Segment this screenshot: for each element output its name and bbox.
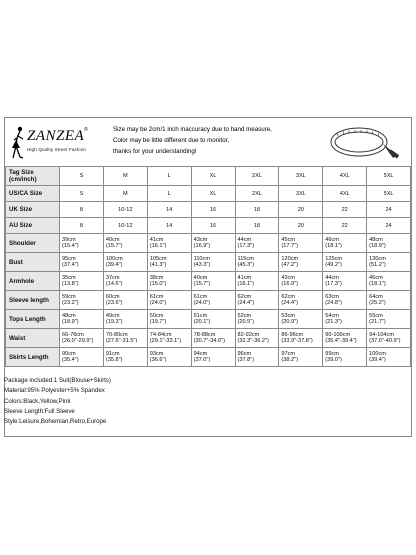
- inch-value: (18.1"): [369, 281, 386, 287]
- inch-value: (18.9"): [369, 243, 386, 249]
- registered-mark: ®: [84, 127, 88, 133]
- notice-line: Size may be 2cm/1 inch inaccuracy due to hand measure,: [113, 126, 272, 133]
- size-cell: 22: [323, 218, 367, 234]
- inch-value: (15.4"): [62, 243, 79, 249]
- cm-value: 94-104cm: [369, 332, 394, 338]
- size-cell: 2XL: [235, 186, 279, 202]
- measure-row: [6, 253, 411, 272]
- measure-cell: [367, 329, 411, 348]
- measure-cell: [60, 310, 104, 329]
- inch-value: (13.8"): [62, 281, 79, 287]
- cm-value: 62cm: [237, 294, 252, 300]
- measure-cell: [279, 329, 323, 348]
- cm-value: 46cm: [325, 237, 339, 243]
- measure-cell: [147, 310, 191, 329]
- size-cell: 4XL: [323, 167, 367, 186]
- size-cell: 16: [191, 202, 235, 218]
- measure-cell: [191, 253, 235, 272]
- row-label: Tag Size (cm/inch): [6, 167, 60, 186]
- inch-value: (17.3"): [237, 243, 255, 249]
- size-cell: 3XL: [279, 186, 323, 202]
- inch-value: (37.8"): [237, 357, 255, 363]
- cm-value: 62cm: [281, 294, 296, 300]
- inch-value: (39.4"): [369, 357, 386, 363]
- info-package: Package included:1 Suit(Blouse+Skirts): [4, 377, 111, 384]
- size-cell: 8: [60, 218, 104, 234]
- inch-value: (15.7"): [105, 243, 123, 249]
- size-cell: 5XL: [367, 186, 411, 202]
- measure-cell: [279, 234, 323, 253]
- notice-line: thanks for your understanding!: [113, 148, 197, 155]
- measure-cell: [323, 291, 367, 310]
- measure-row: [6, 291, 411, 310]
- cm-value: 105cm: [149, 256, 167, 262]
- measure-cell: [60, 234, 104, 253]
- row-label: Shoulder: [6, 234, 60, 253]
- cm-value: 38cm: [149, 275, 164, 281]
- cm-value: 115cm: [237, 256, 254, 262]
- fashion-figure-icon: [11, 126, 27, 160]
- cm-value: 44cm: [237, 237, 252, 243]
- cm-value: 35cm: [62, 275, 76, 281]
- size-cell: S: [60, 167, 104, 186]
- inch-value: (16.1"): [237, 281, 255, 287]
- measure-cell: [60, 291, 104, 310]
- cm-value: 54cm: [325, 313, 339, 319]
- cm-value: 61cm: [193, 294, 208, 300]
- cm-value: 50cm: [149, 313, 164, 319]
- measure-row: [6, 310, 411, 329]
- size-chart-header: [5, 118, 411, 167]
- inch-value: (41.3"): [149, 262, 167, 268]
- inch-value: (21.7"): [369, 319, 386, 325]
- measure-cell: [191, 348, 235, 367]
- cm-value: 82-92cm: [237, 332, 260, 338]
- cm-value: 99cm: [325, 351, 339, 357]
- size-cell: 14: [147, 202, 191, 218]
- measure-cell: [279, 348, 323, 367]
- inch-value: (24.0"): [149, 300, 167, 306]
- cm-value: 40cm: [105, 237, 120, 243]
- inch-value: (37.0"): [193, 357, 211, 363]
- size-cell: 3XL: [279, 167, 323, 186]
- inch-value: (19.7"): [149, 319, 167, 325]
- measure-cell: [103, 234, 147, 253]
- cm-value: 41cm: [149, 237, 164, 243]
- measure-cell: [235, 348, 279, 367]
- measure-cell: [103, 310, 147, 329]
- measure-cell: [147, 234, 191, 253]
- size-cell: 14: [147, 218, 191, 234]
- cm-value: 45cm: [281, 237, 296, 243]
- inch-value: (27.6"-31.5"): [105, 338, 138, 344]
- inch-value: (32.3"-36.2"): [237, 338, 269, 344]
- inch-value: (35.4"): [62, 357, 79, 363]
- measure-cell: [147, 348, 191, 367]
- size-cell: M: [103, 186, 147, 202]
- cm-value: 120cm: [281, 256, 299, 262]
- cm-value: 110cm: [193, 256, 210, 262]
- cm-value: 48cm: [369, 237, 383, 243]
- inch-value: (15.0"): [149, 281, 167, 287]
- row-label: Tops Length: [6, 310, 60, 329]
- measure-row: [6, 348, 411, 367]
- size-cell: 4XL: [323, 186, 367, 202]
- measure-cell: [323, 310, 367, 329]
- cm-value: 70-80cm: [105, 332, 128, 338]
- measure-cell: [103, 348, 147, 367]
- cm-value: 93cm: [149, 351, 164, 357]
- inch-value: (38.2"): [281, 357, 298, 363]
- cm-value: 86-96cm: [281, 332, 304, 338]
- info-colors: Colors:Black,Yellow,Pink: [4, 397, 71, 405]
- inch-value: (17.7"): [281, 243, 298, 249]
- measure-row: [6, 329, 411, 348]
- inch-value: (16.9"): [281, 281, 298, 287]
- inch-value: (35.4"-39.4"): [325, 338, 357, 344]
- inch-value: (37.0"-40.9"): [369, 338, 401, 344]
- cm-value: 51cm: [193, 313, 208, 319]
- inch-value: (24.4"): [237, 300, 255, 306]
- inch-value: (29.1"-33.1"): [149, 338, 182, 344]
- cm-value: 74-84cm: [149, 332, 172, 338]
- measure-cell: [147, 329, 191, 348]
- size-cell: 8: [60, 202, 104, 218]
- measure-cell: [235, 291, 279, 310]
- inch-value: (18.9"): [62, 319, 79, 325]
- measure-row: [6, 272, 411, 291]
- measure-cell: [367, 272, 411, 291]
- row-label: Bust: [6, 253, 60, 272]
- brand-logo: [9, 124, 97, 162]
- row-label: US/CA Size: [6, 186, 60, 202]
- measure-cell: [367, 310, 411, 329]
- size-cell: 24: [367, 218, 411, 234]
- size-cell: 2XL: [235, 167, 279, 186]
- cm-value: 61cm: [149, 294, 164, 300]
- cm-value: 90-100cm: [325, 332, 351, 338]
- size-cell: 24: [367, 202, 411, 218]
- measure-cell: [60, 253, 104, 272]
- size-cell: 10-12: [103, 218, 147, 234]
- size-cell: XL: [191, 186, 235, 202]
- inch-value: (49.2"): [325, 262, 342, 268]
- cm-value: 66-76cm: [62, 332, 84, 338]
- cm-value: 43cm: [281, 275, 296, 281]
- measure-cell: [367, 253, 411, 272]
- measure-cell: [147, 272, 191, 291]
- inch-value: (23.2"): [62, 300, 79, 306]
- measure-cell: [191, 310, 235, 329]
- info-style: Style:Leisure,Bohemian,Retro,Europe: [4, 418, 107, 426]
- measure-cell: [279, 310, 323, 329]
- inch-value: (20.1"): [193, 319, 211, 325]
- row-label: Skirts Length: [6, 348, 60, 367]
- inch-value: (24.0"): [193, 300, 211, 306]
- measure-cell: [323, 234, 367, 253]
- cm-value: 41cm: [237, 275, 252, 281]
- inch-value: (21.3"): [325, 319, 342, 325]
- cm-value: 97cm: [281, 351, 296, 357]
- size-cell: 18: [235, 202, 279, 218]
- cm-value: 44cm: [325, 275, 339, 281]
- cm-value: 90cm: [62, 351, 76, 357]
- inch-value: (33.9"-37.8"): [281, 338, 313, 344]
- size-cell: L: [147, 167, 191, 186]
- cm-value: 37cm: [105, 275, 120, 281]
- inch-value: (16.9"): [193, 243, 211, 249]
- measure-cell: [191, 329, 235, 348]
- size-cell: 22: [323, 202, 367, 218]
- cm-value: 130cm: [369, 256, 386, 262]
- notice-line: Color may be little different due to monitor,: [113, 137, 230, 144]
- row-label: Waist: [6, 329, 60, 348]
- inch-value: (25.2"): [369, 300, 386, 306]
- inch-value: (23.6"): [105, 300, 123, 306]
- measure-cell: [235, 253, 279, 272]
- inch-value: (35.8"): [105, 357, 123, 363]
- inch-value: (19.3"): [105, 319, 123, 325]
- row-label: UK Size: [6, 202, 60, 218]
- inch-value: (43.3"): [193, 262, 211, 268]
- info-sleeve: Sleeve Length:Full Sleeve: [4, 407, 75, 415]
- cm-value: 46cm: [369, 275, 383, 281]
- inch-value: (14.6"): [105, 281, 123, 287]
- cm-value: 39cm: [62, 237, 76, 243]
- measure-cell: [323, 329, 367, 348]
- measure-row: [6, 234, 411, 253]
- inch-value: (36.6"): [149, 357, 167, 363]
- inch-value: (16.1"): [149, 243, 167, 249]
- measure-cell: [279, 291, 323, 310]
- measure-cell: [60, 272, 104, 291]
- cm-value: 52cm: [237, 313, 252, 319]
- measure-cell: [191, 234, 235, 253]
- measure-cell: [103, 272, 147, 291]
- measure-cell: [367, 291, 411, 310]
- size-cell: XL: [191, 167, 235, 186]
- inch-value: (47.2"): [281, 262, 298, 268]
- product-info: [4, 376, 111, 427]
- inch-value: (37.4"): [62, 262, 79, 268]
- size-cell: M: [103, 167, 147, 186]
- measure-cell: [367, 348, 411, 367]
- measurement-notice: [113, 124, 313, 157]
- measure-cell: [191, 272, 235, 291]
- cm-value: 125cm: [325, 256, 343, 262]
- size-row: [6, 186, 411, 202]
- cm-value: 48cm: [62, 313, 76, 319]
- cm-value: 49cm: [105, 313, 120, 319]
- size-row: [6, 202, 411, 218]
- measure-cell: [323, 348, 367, 367]
- cm-value: 43cm: [193, 237, 208, 243]
- measure-cell: [60, 329, 104, 348]
- row-label: Armhole: [6, 272, 60, 291]
- cm-value: 95cm: [62, 256, 76, 262]
- measure-cell: [191, 291, 235, 310]
- inch-value: (17.3"): [325, 281, 342, 287]
- size-cell: 5XL: [367, 167, 411, 186]
- measure-cell: [103, 253, 147, 272]
- size-cell: 16: [191, 218, 235, 234]
- cm-value: 40cm: [193, 275, 208, 281]
- cm-value: 63cm: [325, 294, 339, 300]
- brand-tagline: High Quality Street Fashion: [27, 147, 86, 152]
- measure-cell: [147, 291, 191, 310]
- measure-cell: [235, 234, 279, 253]
- cm-value: 64cm: [369, 294, 383, 300]
- row-label: AU Size: [6, 218, 60, 234]
- measure-cell: [103, 329, 147, 348]
- inch-value: (26.0"-29.9"): [62, 338, 94, 344]
- measure-cell: [323, 253, 367, 272]
- size-cell: 20: [279, 218, 323, 234]
- cm-value: 53cm: [281, 313, 296, 319]
- measure-cell: [235, 272, 279, 291]
- inch-value: (20.9"): [281, 319, 298, 325]
- size-row: [6, 167, 411, 186]
- measure-cell: [103, 291, 147, 310]
- size-cell: 10-12: [103, 202, 147, 218]
- cm-value: 100cm: [105, 256, 123, 262]
- info-material: Material:95% Polyester+5% Spandex: [4, 387, 105, 395]
- size-table: [5, 166, 411, 367]
- inch-value: (20.5"): [237, 319, 255, 325]
- cm-value: 96cm: [237, 351, 252, 357]
- cm-value: 100cm: [369, 351, 386, 357]
- cm-value: 78-88cm: [193, 332, 216, 338]
- measure-cell: [147, 253, 191, 272]
- measure-cell: [235, 310, 279, 329]
- inch-value: (15.7"): [193, 281, 211, 287]
- measure-cell: [279, 253, 323, 272]
- measuring-tape-icon: [323, 122, 403, 162]
- inch-value: (45.3"): [237, 262, 255, 268]
- measure-cell: [60, 348, 104, 367]
- cm-value: 59cm: [62, 294, 76, 300]
- measure-cell: [279, 272, 323, 291]
- measure-cell: [235, 329, 279, 348]
- inch-value: (24.4"): [281, 300, 298, 306]
- cm-value: 91cm: [105, 351, 120, 357]
- cm-value: 94cm: [193, 351, 208, 357]
- size-cell: S: [60, 186, 104, 202]
- brand-name: ZANZEA: [27, 128, 85, 144]
- cm-value: 55cm: [369, 313, 383, 319]
- inch-value: (30.7"-34.6"): [193, 338, 225, 344]
- measure-cell: [367, 234, 411, 253]
- inch-value: (39.0"): [325, 357, 342, 363]
- row-label: Sleeve length: [6, 291, 60, 310]
- inch-value: (39.4"): [105, 262, 123, 268]
- measure-cell: [323, 272, 367, 291]
- size-cell: 18: [235, 218, 279, 234]
- inch-value: (18.1"): [325, 243, 342, 249]
- size-row: [6, 218, 411, 234]
- size-cell: 20: [279, 202, 323, 218]
- inch-value: (51.2"): [369, 262, 386, 268]
- size-cell: L: [147, 186, 191, 202]
- inch-value: (24.8"): [325, 300, 342, 306]
- cm-value: 60cm: [105, 294, 120, 300]
